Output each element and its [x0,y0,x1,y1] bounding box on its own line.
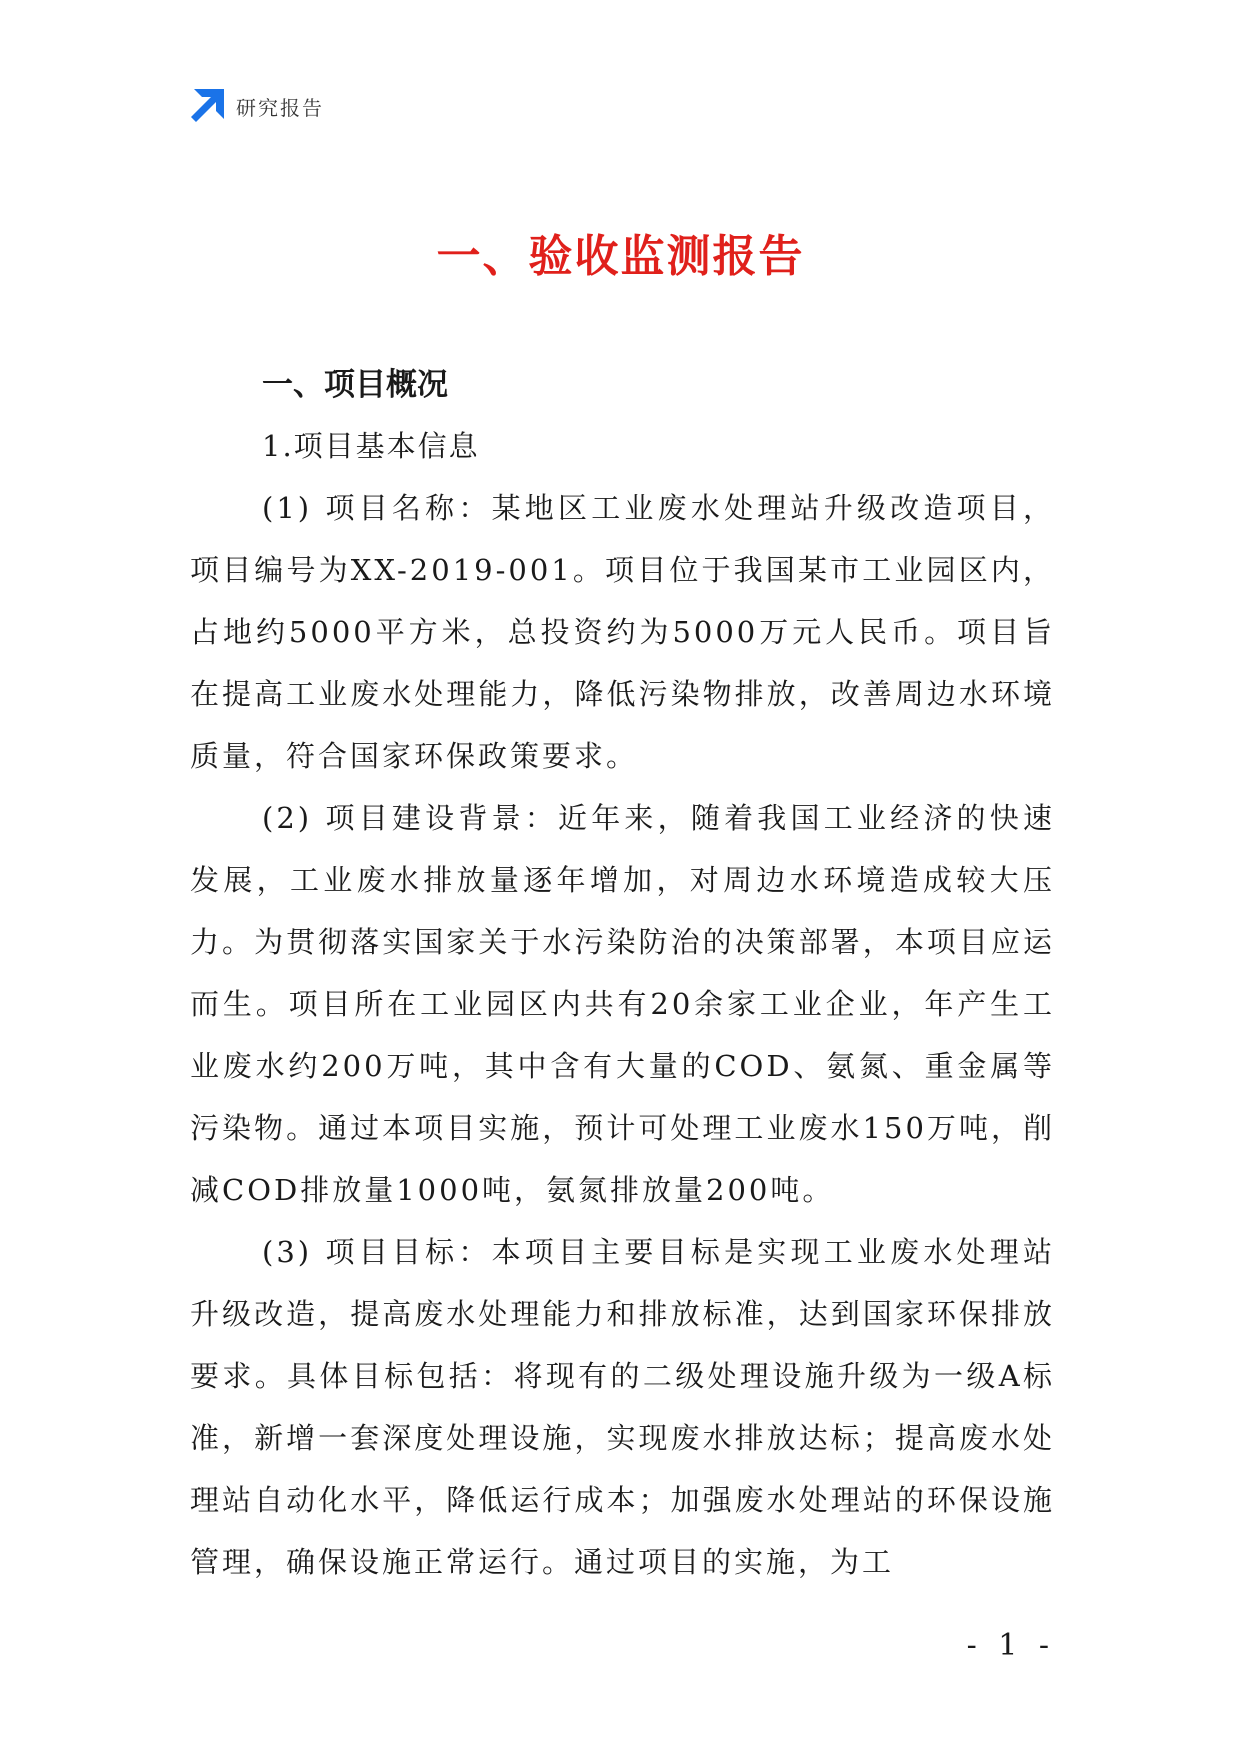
paragraph-project-name: (1) 项目名称：某地区工业废水处理站升级改造项目，项目编号为XX-2019-001。项目位于我国某市工业园区内，占地约5000平方米，总投资约为5000万元人民币。项目旨在提高工业废水处理能力，降低污染物排放，改善周边水环境质量，符合国家环保政策要求。 [190,491,1055,773]
subheading: 1.项目基本信息 [262,429,480,463]
document-title: 一、验收监测报告 [436,231,805,282]
page-header [190,88,324,124]
section-heading: 一、项目概况 [262,367,448,403]
arrow-up-right-icon [190,89,224,123]
paragraph-project-background: (2) 项目建设背景：近年来，随着我国工业经济的快速发展，工业废水排放量逐年增加，对周边水环境造成较大压力。为贯彻落实国家关于水污染防治的决策部署，本项目应运而生。项目所在工业园区内共有20余家工业企业，年产生工业废水约200万吨，其中含有大量的COD、氨氮、重金属等污染物。通过本项目实施，预计可处理工业废水150万吨，削减COD排放量1000吨，氨氮排放量200吨。 [190,801,1055,1207]
paragraph-project-goals: (3) 项目目标：本项目主要目标是实现工业废水处理站升级改造，提高废水处理能力和排放标准，达到国家环保排放要求。具体目标包括：将现有的二级处理设施升级为一级A标准，新增一套深度处理设施，实现废水排放达标；提高废水处理站自动化水平，降低运行成本；加强废水处理站的环保设施管理，确保设施正常运行。通过项目的实施，为工 [190,1235,1055,1579]
page-number: - 1 - [966,1628,1055,1663]
header-label: 研究报告 [236,95,324,120]
document-body [190,355,1055,1593]
